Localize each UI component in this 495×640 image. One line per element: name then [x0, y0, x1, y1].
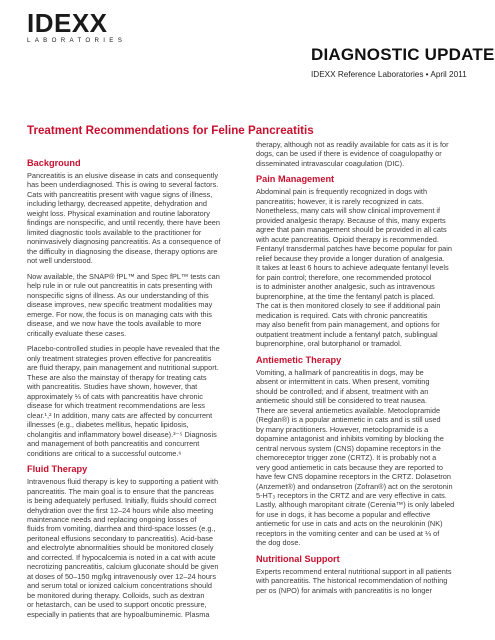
text-line: Intravenous fluid therapy is key to supporting a patient with	[27, 477, 219, 487]
text-line: the dog dose.	[256, 538, 301, 548]
text-line: weight loss. Physical examination and routine laboratory	[27, 208, 210, 218]
section-heading-nutritional-support: Nutritional Support	[256, 553, 340, 564]
text-line: (Reglan®) is a popular antiemetic in cats and is still used	[256, 415, 441, 425]
text-line: per os (NPO) for animals with pancreatitis is no longer	[256, 585, 432, 595]
text-line: with pancreatitis. Studies have shown, however, that	[27, 382, 198, 392]
text-line: Lastly, although maropitant citrate (Cerenia™) is only labeled	[256, 500, 455, 510]
text-line: Nonetheless, many cats will show clinical improvement if	[256, 206, 441, 216]
text-line: not well understood.	[27, 256, 93, 266]
paragraph	[27, 272, 243, 338]
text-line: antiemetic should still be considered to treat nausea.	[256, 396, 428, 406]
text-line: very good antiemetic in cats because they are reported to	[256, 462, 443, 472]
text-line: have few CNS dopamine receptors in the CRTZ. Dolasetron	[256, 472, 451, 482]
text-line: The cat is then monitored closely to see if additional pain	[256, 301, 441, 311]
paragraph	[256, 140, 472, 168]
text-line: fluids from vomiting, diarrhea and third-space losses (e.g.,	[27, 524, 216, 534]
text-line: therapy, although not as readily available for cats as it is for	[256, 140, 449, 149]
logo-subtext: LABORATORIES	[27, 37, 127, 44]
text-line: chemoreceptor trigger zone (CRTZ). It is probably not a	[256, 453, 437, 463]
text-line: peritoneal effusions secondary to pancreatitis). Acid-base	[27, 533, 214, 543]
text-line: buprenorphine, at the time the fentanyl patch is placed.	[256, 291, 435, 301]
text-line: should be controlled; and if absent, treatment with an	[256, 386, 429, 396]
text-line: limited diagnostic tools available to the practitioner for	[27, 227, 202, 237]
text-line: be monitored during therapy. Colloids, such as dextran	[27, 590, 205, 600]
text-line: is to administer another analgesic, such as intravenous	[256, 282, 435, 292]
logo-wordmark: IDEXX	[27, 8, 108, 38]
text-line: provided analgesic therapy. Because of this, many experts	[256, 215, 446, 225]
text-line: only treatment strategies proven effective for pancreatitis	[27, 353, 212, 363]
text-line: absent or intermittent in cats. When present, vomiting	[256, 377, 430, 387]
text-line: pancreatitis. The main goal is to ensure that the pancreas	[27, 486, 214, 496]
text-line: has been underdiagnosed. This is owing to several factors.	[27, 180, 219, 190]
text-line: maintenance needs and replacing ongoing losses of	[27, 514, 197, 524]
text-line: emerge. For now, the focus is on managing cats with this	[27, 309, 212, 319]
paragraph	[27, 171, 243, 266]
text-line: Pancreatitis is an elusive disease in cats and consequently	[27, 171, 219, 180]
text-line: for pain control; therefore, one recommended protocol	[256, 272, 432, 282]
paragraph	[256, 187, 472, 348]
text-line: pancreatitis; however, it is rarely recognized in cats.	[256, 196, 424, 206]
text-line: Vomiting, a hallmark of pancreatitis in dogs, may be	[256, 367, 424, 377]
text-line: dopamine antagonist and inhibits vomiting by blocking the	[256, 434, 444, 444]
text-line: Now available, the SNAP® fPL™ and Spec fPL™ tests can	[27, 271, 220, 281]
text-line: (Anzemet®) and ondansetron (Zofran®) act on the serotonin	[256, 481, 453, 491]
text-line: the difficulty in diagnosing the disease, therapy options are	[27, 246, 218, 256]
text-line: help rule in or rule out pancreatitis in cats presenting with	[27, 281, 213, 291]
text-line: Placebo-controlled studies in people have revealed that the	[27, 344, 220, 354]
text-line: There are several antiemetics available. Metoclopramide	[256, 405, 441, 415]
text-line: including lethargy, decreased appetite, dehydration and	[27, 199, 207, 209]
paragraph	[27, 477, 243, 619]
text-line: relief because they provide a longer duration of analgesia.	[256, 253, 445, 263]
text-line: at doses of 50–150 mg/kg intravenously over 12–24 hours	[27, 571, 217, 581]
text-line: dehydration over the first 12–24 hours while also meeting	[27, 505, 214, 515]
text-line: buprenorphine, oral butorphanol or tramadol.	[256, 339, 402, 349]
text-line: by many practitioners. However, metoclopramide is a	[256, 424, 429, 434]
text-line: conditions are critical to a successful outcome.⁶	[27, 448, 182, 458]
text-line: clear.¹,² In addition, many cats are affected by concurrent	[27, 410, 213, 420]
paragraph	[256, 567, 472, 595]
text-line: and management of both pancreatitis and concurrent	[27, 439, 200, 449]
text-line: and corrected. If hypocalcemia is noted in a cat with acute	[27, 552, 216, 562]
text-line: dogs, can be used if there is evidence of coagulopathy or	[256, 149, 442, 159]
text-line: approximately ⅓ of cats with pancreatitis have chronic	[27, 391, 203, 401]
text-line: findings are nonspecific, and until recently, there have been	[27, 218, 220, 228]
left-column	[27, 158, 243, 625]
text-line: Abdominal pain is frequently recognized in dogs with	[256, 187, 428, 197]
text-line: disease for which treatment recommendations are less	[27, 401, 205, 411]
text-line: or hetastarch, can be used to support oncotic pressure,	[27, 600, 207, 610]
text-line: may also benefit from pain management, and options for	[256, 320, 440, 330]
text-line: are fluid therapy, pain management and nutritional support.	[27, 363, 219, 373]
text-line: for use in dogs, it has become a popular and effective	[256, 509, 431, 519]
text-line: agree that pain management should be provided in all cats	[256, 225, 447, 235]
text-line: 5-HT₃ receptors in the CRTZ and are very effective in cats.	[256, 490, 447, 500]
text-line: medication is required. Cats with chronic pancreatitis	[256, 310, 428, 320]
text-line: central nervous system (CNS) dopamine receptors in the	[256, 443, 441, 453]
text-line: It takes at least 6 hours to achieve adequate fentanyl levels	[256, 263, 449, 273]
text-line: Cats with pancreatitis present with vague signs of illness,	[27, 189, 213, 199]
text-line: Experts recommend enteral nutritional support in all patients	[256, 566, 452, 576]
text-line: necrotizing pancreatitis, calcium gluconate should be given	[27, 562, 219, 572]
text-line: disease, and we now have the tools available to more	[27, 319, 202, 329]
text-line: noninvasively diagnosing pancreatitis. As a consequence of	[27, 237, 221, 247]
text-line: outpatient treatment include a fentanyl patch, sublingual	[256, 329, 438, 339]
page-title: DIAGNOSTIC UPDATE	[311, 45, 495, 64]
text-line: especially in patients that are hypoalbuminemic. Plasma	[27, 609, 210, 619]
text-line: critically evaluate these cases.	[27, 328, 127, 338]
text-line: nonspecific signs of illness. As our understanding of this	[27, 290, 209, 300]
text-line: disseminated intravascular coagulation (DIC).	[256, 158, 405, 168]
section-heading-pain-management: Pain Management	[256, 174, 335, 185]
right-column	[256, 140, 472, 601]
text-line: receptors in the vomiting center and can be used at ⅓ of	[256, 528, 440, 538]
paragraph	[27, 344, 243, 458]
paragraph	[256, 368, 472, 548]
text-line: disease improves, new specific treatment modalities may	[27, 300, 213, 310]
text-line: and electrolyte abnormalities should be monitored closely	[27, 543, 214, 553]
idexx-logo	[27, 10, 126, 44]
text-line: antiemetic for use in cats and acts on the neurokinin (NK)	[256, 519, 443, 529]
text-line: with acute pancreatitis. Opioid therapy is recommended.	[256, 234, 439, 244]
text-line: These are also the mainstay of therapy for treating cats	[27, 372, 207, 382]
text-line: and serum total or ionized calcium concentrations should	[27, 581, 212, 591]
article-title: Treatment Recommendations for Feline Pancreatitis	[27, 124, 314, 137]
page-subtitle: IDEXX Reference Laboratories • April 2011	[311, 70, 467, 79]
text-line: with pancreatitis. The historical recommendation of nothing	[256, 576, 448, 586]
section-heading-fluid-therapy: Fluid Therapy	[27, 464, 88, 475]
text-line: is being adequately perfused. Initially, fluids should correct	[27, 496, 217, 506]
section-heading-antiemetic-therapy: Antiemetic Therapy	[256, 354, 342, 365]
text-line: cholangitis and inflammatory bowel disease).³⁻⁵ Diagnosis	[27, 429, 217, 439]
text-line: illnesses (e.g., diabetes mellitus, hepatic lipidosis,	[27, 420, 189, 430]
section-heading-background: Background	[27, 158, 81, 168]
text-line: Fentanyl transdermal patches have become popular for pain	[256, 244, 452, 254]
